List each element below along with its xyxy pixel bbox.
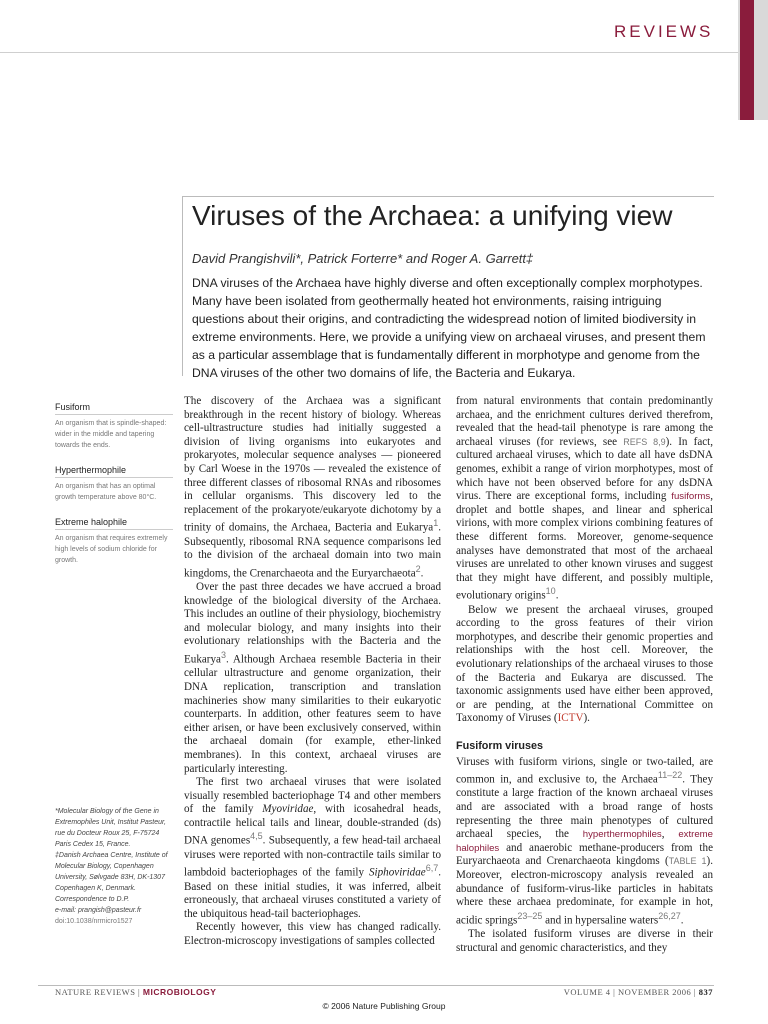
body-column-left <box>184 395 441 949</box>
reference-marker[interactable]: 6,7 <box>425 863 439 874</box>
body-paragraph: from natural environments that contain predominantly archaea, and the enrichment cultures derived therefrom, revealed that the head-tail phenotype is rare among the archaeal viruses (for reviews, see REFS 8,9). In fact, cultured archaeal viruses, which to date all have dsDNA genomes, exhibit a range of virion morphotypes, most of which have not been observed before for any dsDNA virus. There are exceptional forms, including fusiforms, droplet and bottle shapes, and linear and spherical virions, with more complex virions combining features of these different forms. Moreover, genome-sequence analyses have demonstrated that most of the archaeal viruses are unrelated to other known viruses and suggest that they might have different, and possibly multiple, evolutionary origins$^{10}$. <box>456 395 714 602</box>
section-header: REVIEWS <box>614 22 714 41</box>
reference-marker[interactable]: 3 <box>220 650 226 661</box>
reference-marker[interactable]: 2 <box>415 563 421 574</box>
reference-marker[interactable]: 11–22 <box>657 770 683 781</box>
body-paragraph: The first two archaeal viruses that were isolated visually resembled bacteriophage T4 and other members of the family Myoviridae, with icosahedral heads, contractile helical tails and linear, double-stranded (ds) DNA genomes$^{4,5}$. Subsequently, a few head-tail archaeal viruses were reported with non-contractile tails similar to lambdoid bacteriophages of the family Siphoviridae$^{6,7}$. Based on these initial studies, it was inferred, albeit erroneously, that archaeal viruses constituted a variety of the ubiquitous head-tail bacteriophages. <box>184 776 442 920</box>
section-subheading: Fusiform viruses <box>456 739 544 752</box>
footer-divider <box>38 985 714 986</box>
glossary-term: Fusiform <box>55 402 173 415</box>
glossary-term: Hyperthermophile <box>55 465 173 478</box>
doi-link[interactable]: doi:10.1038/nrmicro1527 <box>55 918 133 925</box>
reference-marker[interactable]: 23–25 <box>517 910 543 921</box>
reference-marker[interactable]: 4,5 <box>250 831 263 842</box>
glossary-item <box>55 517 173 566</box>
glossary-definition: An organism that is spindle-shaped: wider in the middle and tapering towards the ends. <box>55 420 167 449</box>
glossary-link[interactable]: extreme halophiles <box>456 829 713 854</box>
ictv-link[interactable]: ICTV <box>557 712 584 725</box>
section-tab <box>738 0 768 120</box>
reference-marker[interactable]: 10 <box>545 586 556 597</box>
page-number: 837 <box>698 987 713 997</box>
reference-link[interactable]: REFS 8,9 <box>623 436 666 447</box>
glossary-link[interactable]: hyperthermophiles <box>582 829 662 841</box>
title-side-rule <box>182 196 183 376</box>
title-rule <box>182 196 714 197</box>
glossary-item <box>55 465 173 503</box>
affiliation-copenhagen: ‡Danish Archaea Centre, Institute of Molecular Biology, Copenhagen University, Sølvgade 83H, DK-1307 Copenhagen K, Denmark. <box>55 852 168 892</box>
affiliation-pasteur: *Molecular Biology of the Gene in Extremophiles Unit, Institut Pasteur, rue du Docteur Roux 25, F-75724 Paris Cedex 15, France. <box>55 808 166 848</box>
reference-marker[interactable]: 1 <box>433 518 439 529</box>
copyright-notice: © 2006 Nature Publishing Group <box>322 1001 446 1011</box>
email-link[interactable]: e-mail: prangish@pasteur.fr <box>55 907 142 914</box>
body-paragraph: Over the past three decades we have accrued a broad knowledge of the biological diversity of the Archaea. This includes an outline of their physiology, biochemistry and molecular biology, and many insights into their evolutionary relationships with the Bacteria and the Eukarya$^3$. Although Archaea resemble Bacteria in their cellular ultrastructure and genome organization, their DNA replication, transcription and translation machineries show many similarities to their eukaryotic counterparts. In addition, other features seem to have either arisen, or have been exclusively conserved, within the archaeal domain (for example, ether-linked membranes). In this context, archaeal viruses are particularly interesting. <box>184 581 441 775</box>
article-title: Viruses of the Archaea: a unifying view <box>192 200 673 231</box>
article-abstract: DNA viruses of the Archaea have highly diverse and often exceptionally complex morphotypes. Many have been isolated from geothermally heated hot environments, raising intriguing questions about their origins, and contradicting the widespread notion of limited biodiversity in extreme environments. Here, we provide a unifying view on archaeal viruses, and present them as a particular assemblage that is fundamentally different in morphotype and genome from the DNA viruses of the other two domains of life, the Bacteria and Eukarya. <box>192 276 706 380</box>
body-paragraph: Viruses with fusiform virions, single or two-tailed, are common in, and exclusive to, the Archaea$^{11-22}$. They constitute a large fraction of the known archaeal viruses and are associated with a broad range of hosts representing the three main phenotypes of cultured archaeal species, the hyperthermophiles, extreme halophiles and anaerobic methane-producers from the Euryarchaeota and Crenarchaeota kingdoms (TABLE 1). Moreover, electron-microscopy analysis revealed an abundance of fusiform-virus-like particles in habitats where these archaea predominate, for example in hot, acidic springs$^{23-25}$ and in hypersaline waters$^{26,27}$. <box>456 755 713 927</box>
footer-section: MICROBIOLOGY <box>142 987 217 997</box>
correspondence: Correspondence to D.P. <box>55 896 130 903</box>
article-authors: David Prangishvili*, Patrick Forterre* and Roger A. Garrett‡ <box>192 251 534 266</box>
body-paragraph: Recently however, this view has changed radically. Electron-microscopy investigations of samples collected <box>184 921 441 947</box>
body-paragraph: Below we present the archaeal viruses, grouped according to the gross features of their virion morphotypes, and describe their genomic properties and relationships with the host cell. Moreover, the evolutionary relationships of the archaeal viruses to those of the Bacteria and Eukarya are discussed. The taxonomic assignments used have either been approved, or are pending, at the International Committee on Taxonomy of Viruses (ICTV). <box>456 603 713 725</box>
glossary-link[interactable]: fusiforms <box>671 491 711 503</box>
table-link[interactable]: TABLE 1 <box>668 856 707 867</box>
glossary-item <box>55 402 173 451</box>
reference-marker[interactable]: 26,27 <box>658 910 681 921</box>
glossary-term: Extreme halophile <box>55 517 173 530</box>
body-paragraph: The isolated fusiform viruses are diverse in their structural and genomic characteristics, and they <box>456 928 713 954</box>
glossary-definition: An organism that requires extremely high levels of sodium chloride for growth. <box>55 535 168 564</box>
glossary-definition: An organism that has an optimal growth temperature above 80°C. <box>55 483 157 501</box>
author-affiliations <box>55 806 173 927</box>
footer-journal: NATURE REVIEWS | MICROBIOLOGY <box>55 987 217 997</box>
footer-volume: VOLUME 4 | NOVEMBER 2006 | 837 <box>563 987 713 997</box>
header-divider <box>0 52 738 53</box>
glossary-sidebar <box>55 402 173 580</box>
body-paragraph: The discovery of the Archaea was a significant breakthrough in the recent history of biology. Whereas cell-ultrastructure studies had initially suggested a division of living organisms into eukaryotes and prokaryotes, molecular sequence analyses — pioneered by Carl Woese in the 1970s — revealed the existence of three different classes of ribosomal RNAs and ribosomes in cellular organisms. This discovery led to the replacement of the prokaryote/eukaryote dichotomy by a trinity of domains, the Archaea, Bacteria and Eukarya$^1$. Subsequently, ribosomal RNA sequence comparisons led to the division of the archaeal domain into two main kingdoms, the Crenarchaeota and the Euryarchaeota$^2$. <box>184 395 441 580</box>
body-column-right <box>456 395 713 955</box>
section-tab-accent <box>740 0 754 120</box>
